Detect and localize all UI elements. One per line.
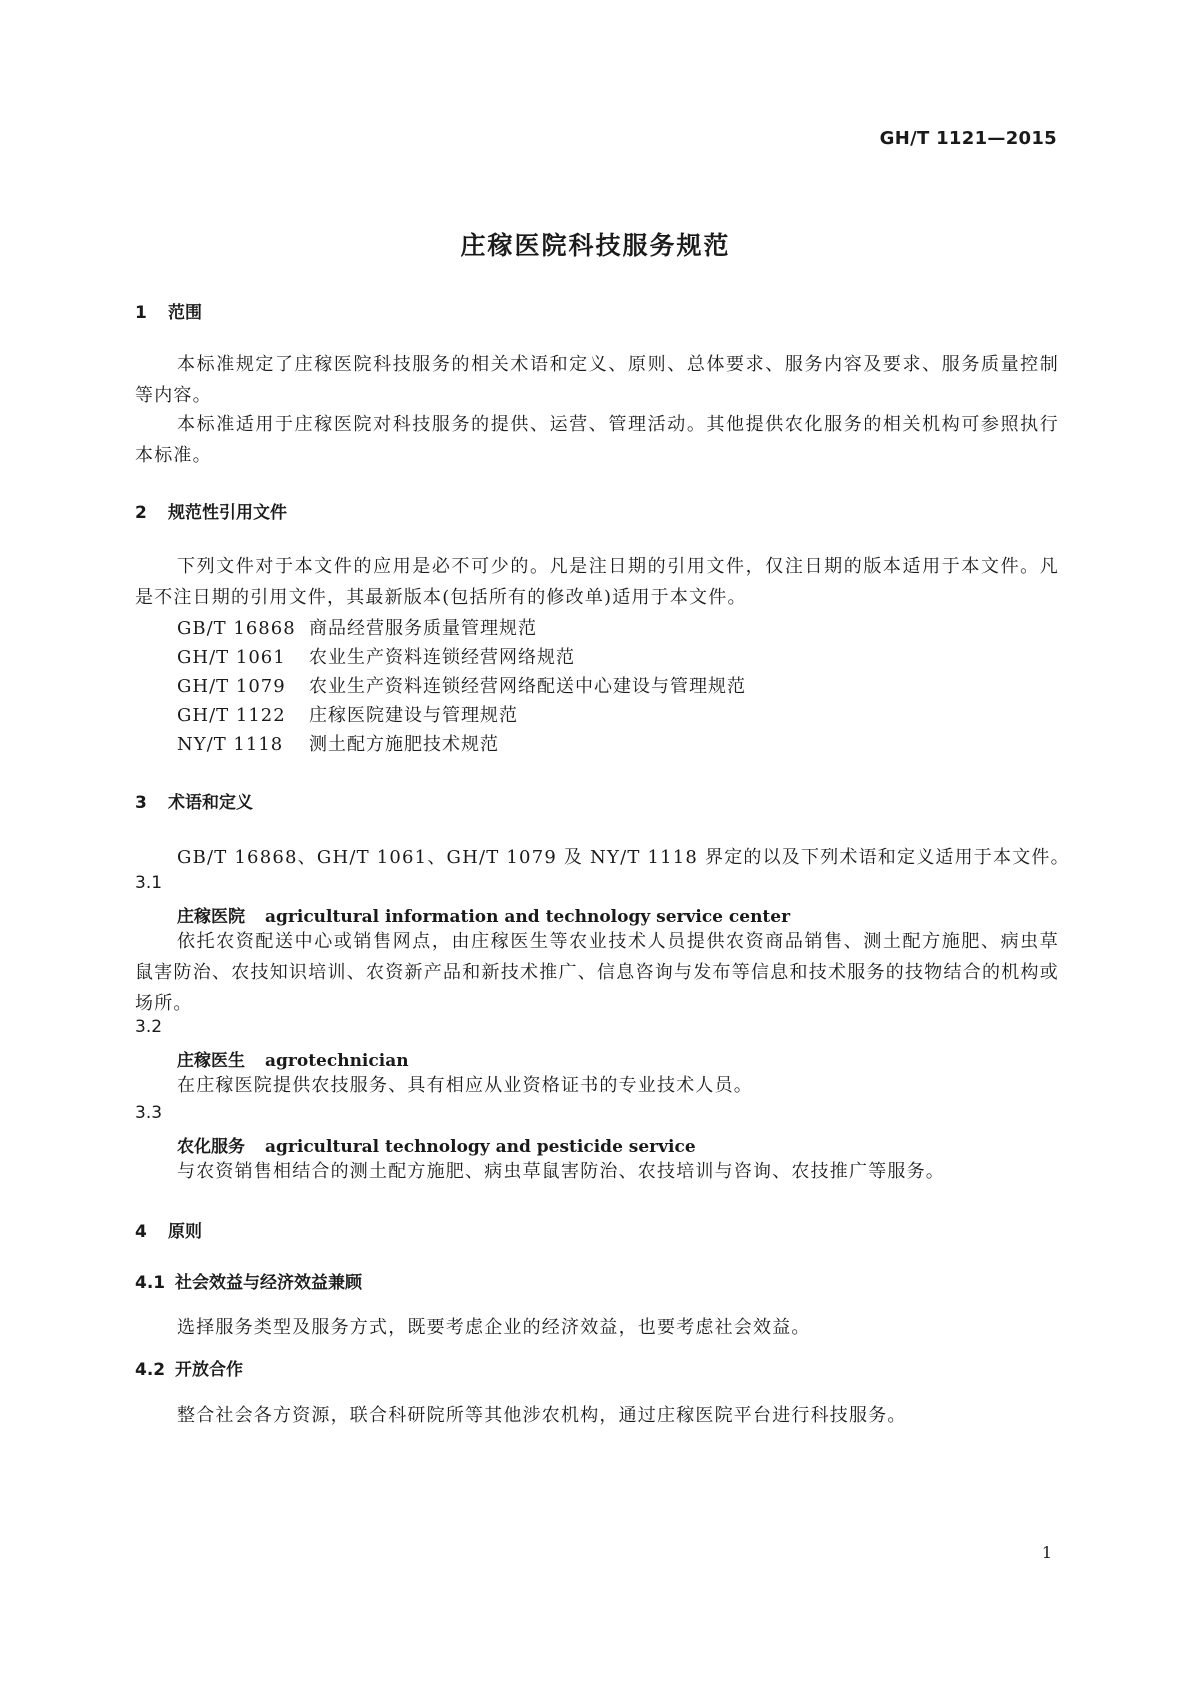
reference-code: GH/T 1061 [177,647,286,668]
reference-code: GB/T 16868 [177,618,296,639]
section-2-paragraph-1: 下列文件对于本文件的应用是必不可少的。凡是注日期的引用文件，仅注日期的版本适用于本文件。凡是不注日期的引用文件，其最新版本(包括所有的修改单)适用于本文件。 [135,556,1059,608]
section-number: 4 [135,1222,147,1242]
reference-title: 农业生产资料连锁经营网络配送中心建设与管理规范 [309,676,746,697]
section-number: 2 [135,503,147,523]
section-number: 3 [135,793,147,813]
reference-item [177,730,499,756]
subsection-4-2-heading [135,1355,243,1380]
term-number: 3.1 [135,873,163,893]
subsection-4-2-text: 整合社会各方资源，联合科研院所等其他涉农机构，通过庄稼医院平台进行科技服务。 [177,1405,907,1426]
subsection-4-1-heading [135,1268,362,1293]
term-definition: 依托农资配送中心或销售网点，由庄稼医生等农业技术人员提供农资商品销售、测土配方施肥、病虫草鼠害防治、农技知识培训、农资新产品和新技术推广、信息咨询与发布等信息和技术服务的技物结合的机构或场所。 [135,931,1059,1014]
reference-item [177,614,537,640]
section-3-intro: GB/T 16868、GH/T 1061、GH/T 1079 及 NY/T 1118 界定的以及下列术语和定义适用于本文件。 [177,847,1070,868]
term-definition: 在庄稼医院提供农技服务、具有相应从业资格证书的专业技术人员。 [177,1075,753,1096]
standard-code: GH/T 1121—2015 [879,128,1057,149]
term-en: agricultural technology and pesticide service [265,1137,696,1157]
reference-item [177,643,575,669]
term-cn: 农化服务 [177,1137,245,1157]
section-1-paragraph-1: 本标准规定了庄稼医院科技服务的相关术语和定义、原则、总体要求、服务内容及要求、服务质量控制等内容。 [135,354,1059,406]
term-heading [177,1132,696,1157]
section-title: 开放合作 [175,1360,243,1380]
reference-title: 庄稼医院建设与管理规范 [309,705,518,726]
section-number: 4.1 [135,1273,166,1293]
term-heading [177,902,790,927]
reference-code: NY/T 1118 [177,734,284,755]
reference-item [177,672,746,698]
section-1-paragraph-2: 本标准适用于庄稼医院对科技服务的提供、运营、管理活动。其他提供农化服务的相关机构可参照执行本标准。 [135,414,1059,466]
section-title: 原则 [168,1222,202,1242]
term-heading [177,1046,409,1071]
section-title: 规范性引用文件 [168,503,287,523]
section-3-heading [135,788,253,813]
section-number: 4.2 [135,1360,166,1380]
section-title: 范围 [168,303,202,323]
term-en: agricultural information and technology service center [265,907,791,927]
term-number: 3.3 [135,1103,163,1123]
section-4-heading [135,1217,202,1242]
term-cn: 庄稼医院 [177,907,245,927]
reference-code: GH/T 1122 [177,705,286,726]
section-2-heading [135,498,287,523]
page-number: 1 [1041,1543,1052,1562]
reference-code: GH/T 1079 [177,676,286,697]
section-title: 术语和定义 [168,793,253,813]
reference-item [177,701,518,727]
term-en: agrotechnician [265,1051,409,1071]
subsection-4-1-text: 选择服务类型及服务方式，既要考虑企业的经济效益，也要考虑社会效益。 [177,1317,811,1338]
section-number: 1 [135,303,147,323]
reference-title: 测土配方施肥技术规范 [309,734,499,755]
section-title: 社会效益与经济效益兼顾 [175,1273,362,1293]
term-number: 3.2 [135,1017,163,1037]
term-cn: 庄稼医生 [177,1051,245,1071]
term-definition: 与农资销售相结合的测土配方施肥、病虫草鼠害防治、农技培训与咨询、农技推广等服务。 [177,1161,945,1182]
section-1-heading [135,298,202,323]
document-title: 庄稼医院科技服务规范 [460,231,731,260]
reference-title: 农业生产资料连锁经营网络规范 [309,647,575,668]
reference-title: 商品经营服务质量管理规范 [309,618,537,639]
